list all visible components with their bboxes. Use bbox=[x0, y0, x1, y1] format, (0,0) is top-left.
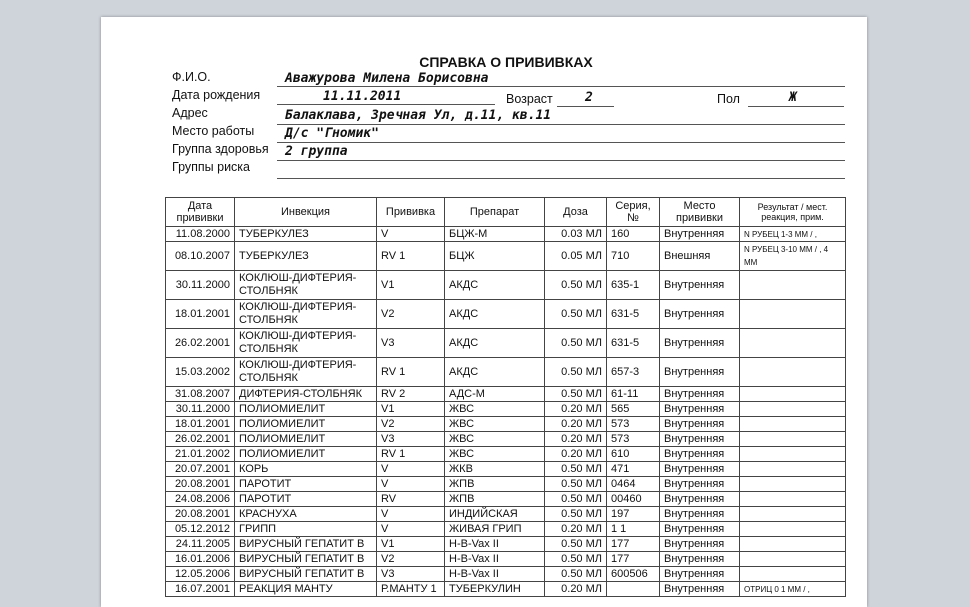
age-label: Возраст bbox=[506, 92, 553, 106]
cell-place: Внутренняя bbox=[660, 582, 740, 597]
cell-result bbox=[740, 417, 846, 432]
cell-date: 30.11.2000 bbox=[166, 402, 235, 417]
cell-series: 600506 bbox=[607, 567, 660, 582]
cell-dose: 0.50 МЛ bbox=[545, 507, 607, 522]
cell-drug: H-B-Vax II bbox=[445, 537, 545, 552]
cell-result bbox=[740, 552, 846, 567]
birth-underline bbox=[277, 104, 495, 105]
cell-dose: 0.05 МЛ bbox=[545, 242, 607, 271]
cell-drug: ТУБЕРКУЛИН bbox=[445, 582, 545, 597]
cell-series: 610 bbox=[607, 447, 660, 462]
cell-infection: КОКЛЮШ-ДИФТЕРИЯ-СТОЛБНЯК bbox=[235, 329, 377, 358]
cell-infection: ПОЛИОМИЕЛИТ bbox=[235, 447, 377, 462]
cell-dose: 0.50 МЛ bbox=[545, 358, 607, 387]
work-underline bbox=[277, 142, 845, 143]
cell-drug: ЖКВ bbox=[445, 462, 545, 477]
cell-result bbox=[740, 492, 846, 507]
cell-place: Внутренняя bbox=[660, 387, 740, 402]
header-series: Серия, № bbox=[607, 198, 660, 227]
cell-date: 18.01.2001 bbox=[166, 300, 235, 329]
sex-value: Ж bbox=[789, 90, 797, 105]
cell-drug: АКДС bbox=[445, 358, 545, 387]
cell-vaccination: V3 bbox=[377, 432, 445, 447]
header-drug: Препарат bbox=[445, 198, 545, 227]
cell-date: 11.08.2000 bbox=[166, 227, 235, 242]
cell-date: 16.01.2006 bbox=[166, 552, 235, 567]
age-underline bbox=[557, 106, 614, 107]
cell-drug: БЦЖ-М bbox=[445, 227, 545, 242]
cell-place: Внутренняя bbox=[660, 417, 740, 432]
cell-series: 631-5 bbox=[607, 300, 660, 329]
cell-place: Внутренняя bbox=[660, 522, 740, 537]
cell-drug: ЖВС bbox=[445, 447, 545, 462]
cell-result: ОТРИЦ 0 1 ММ / , bbox=[740, 582, 846, 597]
cell-vaccination: V2 bbox=[377, 417, 445, 432]
cell-place: Внутренняя bbox=[660, 552, 740, 567]
cell-series: 471 bbox=[607, 462, 660, 477]
cell-series bbox=[607, 582, 660, 597]
cell-infection: КРАСНУХА bbox=[235, 507, 377, 522]
cell-dose: 0.50 МЛ bbox=[545, 537, 607, 552]
cell-infection: КОКЛЮШ-ДИФТЕРИЯ-СТОЛБНЯК bbox=[235, 358, 377, 387]
document-title: СПРАВКА О ПРИВИВКАХ bbox=[419, 54, 593, 70]
cell-infection: ГРИПП bbox=[235, 522, 377, 537]
cell-date: 26.02.2001 bbox=[166, 329, 235, 358]
cell-drug: АКДС bbox=[445, 300, 545, 329]
cell-vaccination: V1 bbox=[377, 537, 445, 552]
fio-label: Ф.И.О. bbox=[172, 70, 211, 84]
cell-series: 635-1 bbox=[607, 271, 660, 300]
header-place: Место прививки bbox=[660, 198, 740, 227]
header-infection: Инвекция bbox=[235, 198, 377, 227]
cell-vaccination: V3 bbox=[377, 329, 445, 358]
cell-date: 15.03.2002 bbox=[166, 358, 235, 387]
cell-infection: ПОЛИОМИЕЛИТ bbox=[235, 432, 377, 447]
cell-dose: 0.50 МЛ bbox=[545, 552, 607, 567]
cell-series: 565 bbox=[607, 402, 660, 417]
cell-infection: КОКЛЮШ-ДИФТЕРИЯ-СТОЛБНЯК bbox=[235, 300, 377, 329]
cell-series: 573 bbox=[607, 432, 660, 447]
cell-result bbox=[740, 387, 846, 402]
header-result: Результат / мест. реакция, прим. bbox=[740, 198, 846, 227]
cell-date: 24.11.2005 bbox=[166, 537, 235, 552]
table-body bbox=[166, 227, 846, 597]
fio-value: Аважурова Милена Борисовна bbox=[285, 71, 489, 86]
health-label: Группа здоровья bbox=[172, 142, 269, 156]
table-row bbox=[166, 300, 846, 329]
work-label: Место работы bbox=[172, 124, 255, 138]
table-row bbox=[166, 271, 846, 300]
cell-date: 30.11.2000 bbox=[166, 271, 235, 300]
cell-series: 160 bbox=[607, 227, 660, 242]
cell-dose: 0.50 МЛ bbox=[545, 492, 607, 507]
cell-infection: ВИРУСНЫЙ ГЕПАТИТ В bbox=[235, 537, 377, 552]
cell-date: 24.08.2006 bbox=[166, 492, 235, 507]
cell-vaccination: RV 1 bbox=[377, 447, 445, 462]
cell-vaccination: V bbox=[377, 522, 445, 537]
cell-dose: 0.50 МЛ bbox=[545, 567, 607, 582]
cell-infection: ТУБЕРКУЛЕЗ bbox=[235, 242, 377, 271]
table-row bbox=[166, 507, 846, 522]
cell-drug: ЖВС bbox=[445, 417, 545, 432]
cell-place: Внутренняя bbox=[660, 477, 740, 492]
cell-drug: БЦЖ bbox=[445, 242, 545, 271]
birth-value: 11.11.2011 bbox=[323, 89, 402, 104]
cell-date: 31.08.2007 bbox=[166, 387, 235, 402]
cell-date: 26.02.2001 bbox=[166, 432, 235, 447]
cell-result bbox=[740, 432, 846, 447]
cell-result bbox=[740, 522, 846, 537]
cell-infection: КОРЬ bbox=[235, 462, 377, 477]
cell-date: 18.01.2001 bbox=[166, 417, 235, 432]
cell-drug: H-B-Vax II bbox=[445, 567, 545, 582]
cell-date: 21.01.2002 bbox=[166, 447, 235, 462]
table-header-row bbox=[166, 198, 846, 227]
table-row bbox=[166, 227, 846, 242]
cell-drug: АДС-М bbox=[445, 387, 545, 402]
cell-dose: 0.20 МЛ bbox=[545, 417, 607, 432]
cell-drug: ЖПВ bbox=[445, 492, 545, 507]
cell-date: 12.05.2006 bbox=[166, 567, 235, 582]
table-row bbox=[166, 387, 846, 402]
cell-vaccination: V bbox=[377, 462, 445, 477]
cell-drug: H-B-Vax II bbox=[445, 552, 545, 567]
cell-series: 197 bbox=[607, 507, 660, 522]
cell-result bbox=[740, 271, 846, 300]
cell-series: 61-11 bbox=[607, 387, 660, 402]
cell-dose: 0.50 МЛ bbox=[545, 387, 607, 402]
cell-vaccination: RV 1 bbox=[377, 242, 445, 271]
fio-underline bbox=[277, 86, 845, 87]
cell-result bbox=[740, 402, 846, 417]
cell-place: Внутренняя bbox=[660, 227, 740, 242]
cell-result bbox=[740, 507, 846, 522]
cell-dose: 0.03 МЛ bbox=[545, 227, 607, 242]
cell-series: 631-5 bbox=[607, 329, 660, 358]
address-underline bbox=[277, 124, 845, 125]
cell-date: 20.08.2001 bbox=[166, 477, 235, 492]
cell-vaccination: V bbox=[377, 477, 445, 492]
cell-result: N РУБЕЦ 1-3 ММ / , bbox=[740, 227, 846, 242]
cell-drug: АКДС bbox=[445, 329, 545, 358]
cell-date: 20.07.2001 bbox=[166, 462, 235, 477]
cell-infection: ПАРОТИТ bbox=[235, 492, 377, 507]
table-row bbox=[166, 402, 846, 417]
cell-place: Внутренняя bbox=[660, 507, 740, 522]
table-row bbox=[166, 242, 846, 271]
cell-dose: 0.50 МЛ bbox=[545, 477, 607, 492]
cell-date: 05.12.2012 bbox=[166, 522, 235, 537]
table-row bbox=[166, 567, 846, 582]
cell-dose: 0.50 МЛ bbox=[545, 300, 607, 329]
cell-drug: АКДС bbox=[445, 271, 545, 300]
cell-infection: ПОЛИОМИЕЛИТ bbox=[235, 417, 377, 432]
cell-place: Внутренняя bbox=[660, 537, 740, 552]
cell-place: Внутренняя bbox=[660, 462, 740, 477]
cell-drug: ЖВС bbox=[445, 402, 545, 417]
cell-place: Внутренняя bbox=[660, 329, 740, 358]
cell-result bbox=[740, 329, 846, 358]
cell-infection: ТУБЕРКУЛЕЗ bbox=[235, 227, 377, 242]
table-row bbox=[166, 358, 846, 387]
cell-vaccination: V bbox=[377, 507, 445, 522]
cell-result bbox=[740, 462, 846, 477]
vaccination-table bbox=[165, 197, 846, 597]
cell-result bbox=[740, 567, 846, 582]
table-row bbox=[166, 432, 846, 447]
cell-infection: РЕАКЦИЯ МАНТУ bbox=[235, 582, 377, 597]
cell-place: Внутренняя bbox=[660, 432, 740, 447]
table-row bbox=[166, 552, 846, 567]
table-row bbox=[166, 477, 846, 492]
health-underline bbox=[277, 160, 845, 161]
document-page bbox=[101, 17, 867, 607]
cell-place: Внешняя bbox=[660, 242, 740, 271]
cell-series: 177 bbox=[607, 552, 660, 567]
cell-infection: ВИРУСНЫЙ ГЕПАТИТ В bbox=[235, 552, 377, 567]
header-date: Дата прививки bbox=[166, 198, 235, 227]
cell-vaccination: RV 2 bbox=[377, 387, 445, 402]
risk-label: Группы риска bbox=[172, 160, 251, 174]
cell-place: Внутренняя bbox=[660, 300, 740, 329]
cell-vaccination: V1 bbox=[377, 402, 445, 417]
cell-date: 20.08.2001 bbox=[166, 507, 235, 522]
cell-result bbox=[740, 447, 846, 462]
cell-series: 1 1 bbox=[607, 522, 660, 537]
cell-dose: 0.50 МЛ bbox=[545, 329, 607, 358]
cell-vaccination: V3 bbox=[377, 567, 445, 582]
cell-dose: 0.20 МЛ bbox=[545, 402, 607, 417]
cell-vaccination: Р.МАНТУ 1 bbox=[377, 582, 445, 597]
cell-dose: 0.20 МЛ bbox=[545, 432, 607, 447]
cell-dose: 0.20 МЛ bbox=[545, 582, 607, 597]
cell-place: Внутренняя bbox=[660, 492, 740, 507]
cell-dose: 0.20 МЛ bbox=[545, 447, 607, 462]
table-row bbox=[166, 492, 846, 507]
cell-place: Внутренняя bbox=[660, 358, 740, 387]
cell-infection: ПОЛИОМИЕЛИТ bbox=[235, 402, 377, 417]
health-value: 2 группа bbox=[285, 144, 348, 159]
cell-drug: ЖВС bbox=[445, 432, 545, 447]
cell-dose: 0.20 МЛ bbox=[545, 522, 607, 537]
table-row bbox=[166, 537, 846, 552]
cell-infection: ПАРОТИТ bbox=[235, 477, 377, 492]
cell-vaccination: RV bbox=[377, 492, 445, 507]
cell-drug: ЖПВ bbox=[445, 477, 545, 492]
table-row bbox=[166, 462, 846, 477]
cell-vaccination: V bbox=[377, 227, 445, 242]
cell-result: N РУБЕЦ 3-10 ММ / , 4 ММ bbox=[740, 242, 846, 271]
table-row bbox=[166, 582, 846, 597]
cell-result bbox=[740, 300, 846, 329]
cell-place: Внутренняя bbox=[660, 567, 740, 582]
age-value: 2 bbox=[585, 90, 593, 105]
cell-vaccination: V1 bbox=[377, 271, 445, 300]
cell-series: 657-3 bbox=[607, 358, 660, 387]
cell-dose: 0.50 МЛ bbox=[545, 271, 607, 300]
cell-result bbox=[740, 537, 846, 552]
cell-series: 00460 bbox=[607, 492, 660, 507]
header-vaccination: Прививка bbox=[377, 198, 445, 227]
cell-series: 0464 bbox=[607, 477, 660, 492]
cell-dose: 0.50 МЛ bbox=[545, 462, 607, 477]
sex-underline bbox=[748, 106, 844, 107]
cell-infection: КОКЛЮШ-ДИФТЕРИЯ-СТОЛБНЯК bbox=[235, 271, 377, 300]
table-row bbox=[166, 417, 846, 432]
cell-series: 573 bbox=[607, 417, 660, 432]
cell-place: Внутренняя bbox=[660, 271, 740, 300]
cell-drug: ИНДИЙСКАЯ bbox=[445, 507, 545, 522]
risk-underline bbox=[277, 178, 845, 179]
table-row bbox=[166, 447, 846, 462]
cell-place: Внутренняя bbox=[660, 402, 740, 417]
table-row bbox=[166, 329, 846, 358]
cell-date: 16.07.2001 bbox=[166, 582, 235, 597]
cell-infection: ВИРУСНЫЙ ГЕПАТИТ В bbox=[235, 567, 377, 582]
cell-vaccination: V2 bbox=[377, 552, 445, 567]
cell-result bbox=[740, 477, 846, 492]
cell-result bbox=[740, 358, 846, 387]
header-dose: Доза bbox=[545, 198, 607, 227]
cell-infection: ДИФТЕРИЯ-СТОЛБНЯК bbox=[235, 387, 377, 402]
birth-label: Дата рождения bbox=[172, 88, 261, 102]
address-value: Балаклава, Зречная Ул, д.11, кв.11 bbox=[285, 108, 552, 123]
cell-series: 177 bbox=[607, 537, 660, 552]
address-label: Адрес bbox=[172, 106, 208, 120]
cell-drug: ЖИВАЯ ГРИП bbox=[445, 522, 545, 537]
cell-vaccination: RV 1 bbox=[377, 358, 445, 387]
table-row bbox=[166, 522, 846, 537]
cell-place: Внутренняя bbox=[660, 447, 740, 462]
work-value: Д/с "Гномик" bbox=[285, 126, 379, 141]
cell-date: 08.10.2007 bbox=[166, 242, 235, 271]
cell-vaccination: V2 bbox=[377, 300, 445, 329]
cell-series: 710 bbox=[607, 242, 660, 271]
sex-label: Пол bbox=[717, 92, 740, 106]
